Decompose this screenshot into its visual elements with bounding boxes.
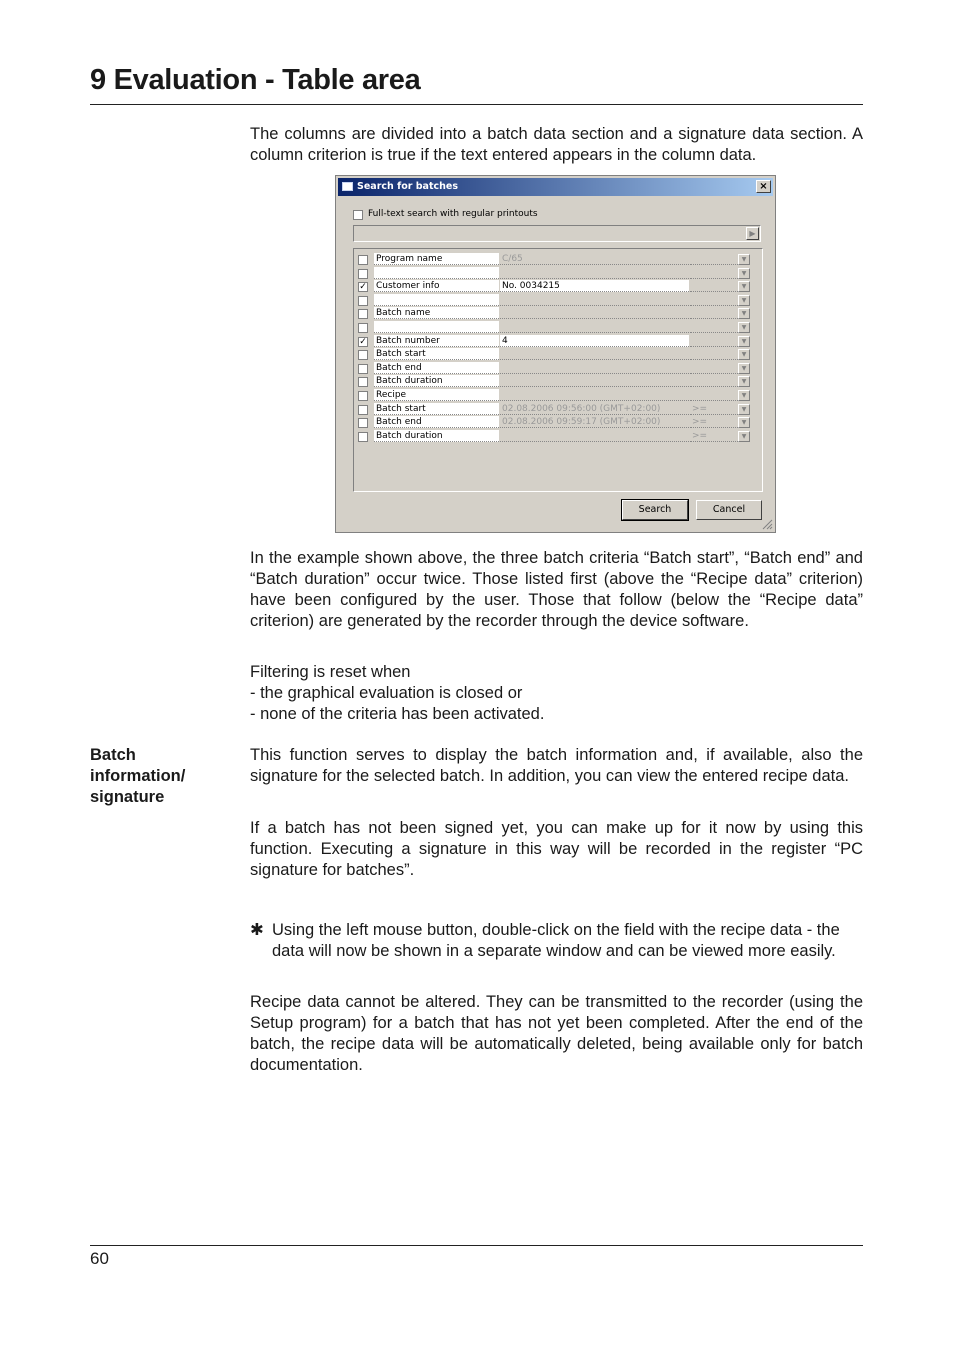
- criteria-checkbox[interactable]: [358, 309, 368, 319]
- footer-rule: [90, 1245, 863, 1246]
- criteria-name: Batch name: [374, 307, 499, 319]
- criteria-value-field[interactable]: 02.08.2006 09:56:00 (GMT+02:00): [500, 403, 689, 415]
- criteria-checkbox[interactable]: [358, 391, 368, 401]
- criteria-name: Batch number: [374, 335, 499, 347]
- criteria-operator[interactable]: [690, 321, 738, 333]
- criteria-row: [354, 335, 754, 348]
- criteria-row: [354, 321, 754, 334]
- criteria-operator[interactable]: [690, 375, 738, 387]
- criteria-checkbox[interactable]: [358, 377, 368, 387]
- criteria-value-field[interactable]: [500, 267, 689, 279]
- dropdown-arrow-icon[interactable]: ▼: [738, 349, 750, 360]
- criteria-value-field[interactable]: [500, 348, 689, 360]
- dropdown-arrow-icon[interactable]: ▼: [738, 431, 750, 442]
- criteria-value-field[interactable]: No. 0034215: [500, 280, 689, 292]
- page-number: 60: [90, 1249, 109, 1268]
- criteria-operator[interactable]: >=: [690, 416, 738, 428]
- dropdown-arrow-icon[interactable]: ▼: [738, 390, 750, 401]
- window-icon: [342, 182, 353, 191]
- criteria-name: Program name: [374, 253, 499, 265]
- criteria-value-field[interactable]: [500, 307, 689, 319]
- heading-rule: [90, 104, 863, 105]
- criteria-row: [354, 307, 754, 320]
- criteria-checkbox[interactable]: [358, 364, 368, 374]
- criteria-name: [374, 321, 499, 333]
- criteria-operator[interactable]: [690, 348, 738, 360]
- dropdown-arrow-icon[interactable]: ▼: [738, 322, 750, 333]
- dropdown-arrow-icon[interactable]: ▼: [738, 308, 750, 319]
- recipe-paragraph: Recipe data cannot be altered. They can be transmitted to the recorder (using the Setup program) for a batch that has not yet been completed. After the end of the batch, the recipe data will be automatically deleted, being available only for batch documentation.: [250, 993, 863, 1074]
- criteria-checkbox[interactable]: [358, 323, 368, 333]
- criteria-operator[interactable]: [690, 335, 738, 347]
- criteria-value-field[interactable]: [500, 389, 689, 401]
- fulltext-label: Full-text search with regular printouts: [368, 209, 538, 219]
- criteria-checkbox[interactable]: ✓: [359, 282, 367, 293]
- side-heading-line: information/: [90, 767, 186, 785]
- arrow-right-icon[interactable]: ▶: [746, 227, 759, 240]
- criteria-row: [354, 389, 754, 402]
- criteria-value-field[interactable]: C/65: [500, 253, 689, 265]
- criteria-name: Batch start: [374, 348, 499, 360]
- criteria-operator[interactable]: [690, 389, 738, 401]
- filter-line: Filtering is reset when: [250, 663, 411, 681]
- criteria-operator[interactable]: [690, 280, 738, 292]
- criteria-row: [354, 348, 754, 361]
- criteria-value-field[interactable]: [500, 321, 689, 333]
- criteria-row: [354, 253, 754, 266]
- criteria-row: [354, 403, 754, 416]
- dropdown-arrow-icon[interactable]: ▼: [738, 404, 750, 415]
- not-signed-paragraph: If a batch has not been signed yet, you can make up for it now by using this function. Executing a signature in this way will be recorded in the register “PC signature for batches”.: [250, 819, 863, 879]
- dropdown-arrow-icon[interactable]: ▼: [738, 376, 750, 387]
- criteria-name: Batch start: [374, 403, 499, 415]
- criteria-row: [354, 362, 754, 375]
- asterisk-icon: ✱: [250, 921, 264, 939]
- batch-info-paragraph: This function serves to display the batch information and, if available, also the signature for the selected batch. In addition, you can view the entered recipe data.: [250, 746, 863, 785]
- criteria-row: [354, 267, 754, 280]
- dropdown-arrow-icon[interactable]: ▼: [738, 281, 750, 292]
- criteria-name: Recipe: [374, 389, 499, 401]
- criteria-operator[interactable]: [690, 294, 738, 306]
- example-paragraph: In the example shown above, the three batch criteria “Batch start”, “Batch end” and “Batch duration” occur twice. Those listed first (above the “Recipe data” criterion) have been configured by the user. Those that follow (below the “Recipe data” criterion) are generated by the recorder through the device software.: [250, 549, 863, 630]
- dropdown-arrow-icon[interactable]: ▼: [738, 295, 750, 306]
- criteria-row: [354, 280, 754, 293]
- criteria-name: [374, 267, 499, 279]
- dropdown-arrow-icon[interactable]: ▼: [738, 363, 750, 374]
- page-heading: 9 Evaluation - Table area: [90, 64, 421, 96]
- criteria-checkbox[interactable]: [358, 350, 368, 360]
- criteria-value-field[interactable]: [500, 375, 689, 387]
- filter-line: - the graphical evaluation is closed or: [250, 684, 523, 702]
- filter-reset-paragraph: [250, 662, 863, 725]
- close-icon[interactable]: ×: [756, 180, 771, 193]
- criteria-checkbox[interactable]: [358, 405, 368, 415]
- criteria-checkbox[interactable]: [358, 418, 368, 428]
- filter-line: - none of the criteria has been activated.: [250, 705, 545, 723]
- criteria-row: [354, 430, 754, 443]
- criteria-value-field[interactable]: [500, 430, 689, 442]
- criteria-operator[interactable]: >=: [690, 403, 738, 415]
- criteria-name: Batch duration: [374, 430, 499, 442]
- criteria-operator[interactable]: [690, 307, 738, 319]
- criteria-checkbox[interactable]: [358, 255, 368, 265]
- criteria-checkbox[interactable]: ✓: [359, 336, 367, 347]
- criteria-value-field[interactable]: [500, 294, 689, 306]
- criteria-name: Customer info: [374, 280, 499, 292]
- criteria-checkbox[interactable]: [358, 432, 368, 442]
- fulltext-checkbox[interactable]: [353, 210, 363, 220]
- intro-paragraph: The columns are divided into a batch data section and a signature data section. A column criterion is true if the text entered appears in the column data.: [250, 125, 863, 164]
- dialog-title: Search for batches: [357, 181, 458, 192]
- dialog-titlebar[interactable]: [338, 178, 773, 196]
- search-button[interactable]: Search: [622, 500, 688, 520]
- criteria-operator[interactable]: [690, 362, 738, 374]
- bullet-item: [250, 920, 863, 962]
- criteria-row: [354, 416, 754, 429]
- criteria-grid: [353, 248, 763, 492]
- dropdown-arrow-icon[interactable]: ▼: [738, 254, 750, 265]
- side-heading-line: signature: [90, 788, 165, 806]
- search-for-batches-dialog: [335, 175, 776, 533]
- dropdown-arrow-icon[interactable]: ▼: [738, 417, 750, 428]
- criteria-operator[interactable]: [690, 267, 738, 279]
- criteria-row: [354, 294, 754, 307]
- criteria-operator[interactable]: >=: [690, 430, 738, 442]
- criteria-checkbox[interactable]: [358, 296, 368, 306]
- side-heading-line: Batch: [90, 746, 136, 764]
- criteria-value-field[interactable]: 4: [500, 335, 689, 347]
- criteria-operator[interactable]: [690, 253, 738, 265]
- resize-grip-icon[interactable]: [761, 518, 773, 530]
- criteria-value-field[interactable]: 02.08.2006 09:59:17 (GMT+02:00): [500, 416, 689, 428]
- dropdown-arrow-icon[interactable]: ▼: [738, 336, 750, 347]
- dropdown-arrow-icon[interactable]: ▼: [738, 268, 750, 279]
- criteria-value-field[interactable]: [500, 362, 689, 374]
- criteria-row: [354, 375, 754, 388]
- criteria-name: Batch end: [374, 416, 499, 428]
- fulltext-pattern-field[interactable]: [353, 225, 761, 242]
- criteria-name: [374, 294, 499, 306]
- bullet-text: Using the left mouse button, double-click on the field with the recipe data - the data will now be shown in a separate window and can be viewed more easily.: [272, 921, 840, 960]
- side-heading: [90, 745, 240, 808]
- criteria-checkbox[interactable]: [358, 269, 368, 279]
- criteria-name: Batch duration: [374, 375, 499, 387]
- cancel-button[interactable]: Cancel: [696, 500, 762, 520]
- criteria-name: Batch end: [374, 362, 499, 374]
